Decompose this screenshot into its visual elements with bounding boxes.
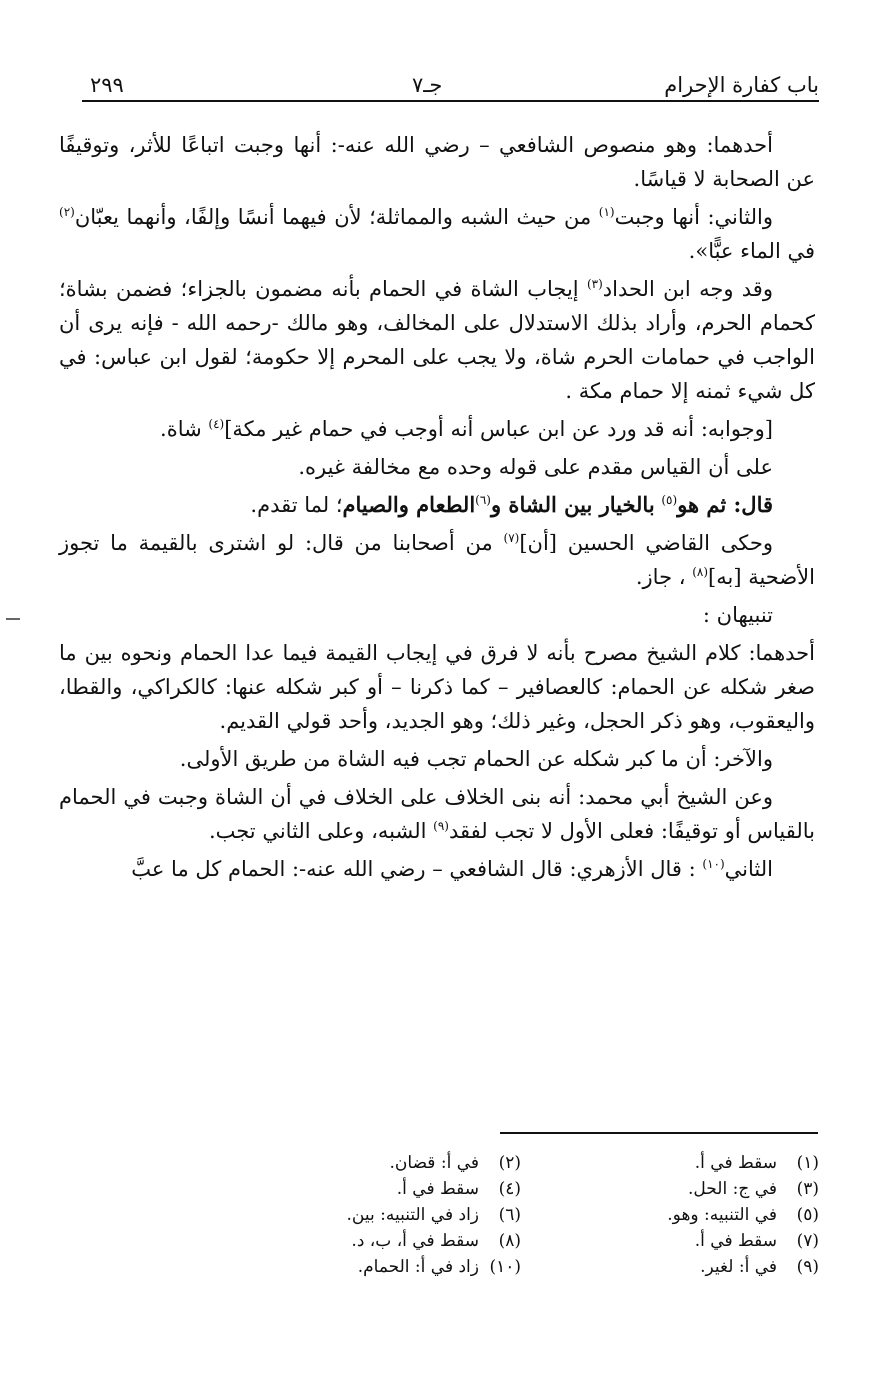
paragraph: والآخر: أن ما كبر شكله عن الحمام تجب فيه الشاة من طريق الأولى. [179,747,773,771]
footnote-rule [500,1132,818,1134]
footnote-marker: (٨) [692,565,709,579]
body-text [59,128,815,890]
paragraph: تنبيهان : [702,603,773,627]
running-header [82,58,819,102]
footnote-marker: (٢) [59,205,75,219]
paragraph: [وجوابه: أنه قد ورد عن ابن عباس أنه أوجب في حمام غير مكة]$^{(٤)}$ شاة. [160,417,773,441]
footnote-marker: (٧) [503,531,520,545]
footnote: (٨)سقط في أ، ب، د. [351,1231,521,1251]
paragraph: أحدهما: كلام الشيخ مصرح بأنه لا فرق في إيجاب القيمة فيما عدا الحمام ونحوه بين ما صغر شكله عن الحمام: كالعصافير – كما ذكرنا – أو كبر شكله عنها: كالكراكي، والقطا، واليعقوب، وهو ذكر الحجل، وغير ذلك؛ وهو الجديد، وأحد قولي القديم. [59,641,815,733]
footnote: (٧)سقط في أ. [694,1231,819,1251]
paragraph: قال: ثم هو$^{(٥)}$ بالخيار بين الشاة و$^{(٦)}$الطعام والصيام؛ لما تقدم. [250,492,773,517]
paragraph: وحكى القاضي الحسين [أن]$^{(٧)}$ من أصحابنا من قال: لو اشترى بالقيمة ما تجوز الأضحية [به]$^{(٨)}$ ، جاز. [59,531,815,589]
paragraph: والثاني: أنها وجبت$^{(١)}$ من حيث الشبه والمماثلة؛ لأن فيهما أنسًا وإلفًا، وأنهما يعبّان$^{(٢)}$ في الماء عبًّا». [59,205,815,263]
paragraph: وقد وجه ابن الحداد$^{(٣)}$ إيجاب الشاة في الحمام بأنه مضمون بالجزاء؛ فضمن بشاة؛ كحمام الحرم، وأراد بذلك الاستدلال على المخالف، وهو مالك -رحمه الله - فإنه يرى أن الواجب في حمامات الحرم شاة، ولا يجب على المحرم إلا حكومة؛ لقول ابن عباس: في كل شيء ثمنه إلا حمام مكة . [59,277,815,403]
footnote: (٥)في التنبيه: وهو. [667,1205,819,1225]
page-number: ٢٩٩ [90,73,124,97]
footnote: (١٠)زاد في أ: الحمام. [357,1257,521,1277]
volume-label: جـ٧ [412,73,443,97]
footnote-marker: (١٠) [702,857,725,871]
paragraph: على أن القياس مقدم على قوله وحده مع مخالفة غيره. [298,455,773,479]
footnote: (٣)في ج: الحل. [688,1179,819,1199]
chapter-title: باب كفارة الإحرام [664,73,819,97]
header-rule [82,100,819,102]
paragraph: وعن الشيخ أبي محمد: أنه بنى الخلاف على الخلاف في أن الشاة وجبت في الحمام بالقياس أو توقيفًا: فعلى الأول لا تجب لفقد$^{(٩)}$ الشبه، وعلى الثاني تجب. [59,785,815,843]
footnote: (٤)سقط في أ. [396,1179,521,1199]
footnote-marker: (٣) [586,277,603,291]
footnote-marker: (٤) [208,417,225,431]
footnote: (٩)في أ: لغير. [700,1257,819,1277]
footnote-marker: (٥) [661,493,678,507]
footnote-marker: (٦) [475,493,491,507]
paragraph: الثاني$^{(١٠)}$ : قال الأزهري: قال الشافعي – رضي الله عنه-: الحمام كل ما عبَّ [131,857,773,881]
footnote: (١)سقط في أ. [694,1153,819,1173]
footnote-marker: (١) [598,205,615,219]
margin-scan-mark [6,618,20,620]
paragraph: أحدهما: وهو منصوص الشافعي – رضي الله عنه-: أنها وجبت اتباعًا للأثر، وتوقيفًا عن الصحابة لا قياسًا. [59,133,815,191]
footnote-marker: (٩) [433,819,449,833]
footnote: (٢)في أ: قضان. [389,1153,521,1173]
footnote: (٦)زاد في التنبيه: بين. [346,1205,521,1225]
